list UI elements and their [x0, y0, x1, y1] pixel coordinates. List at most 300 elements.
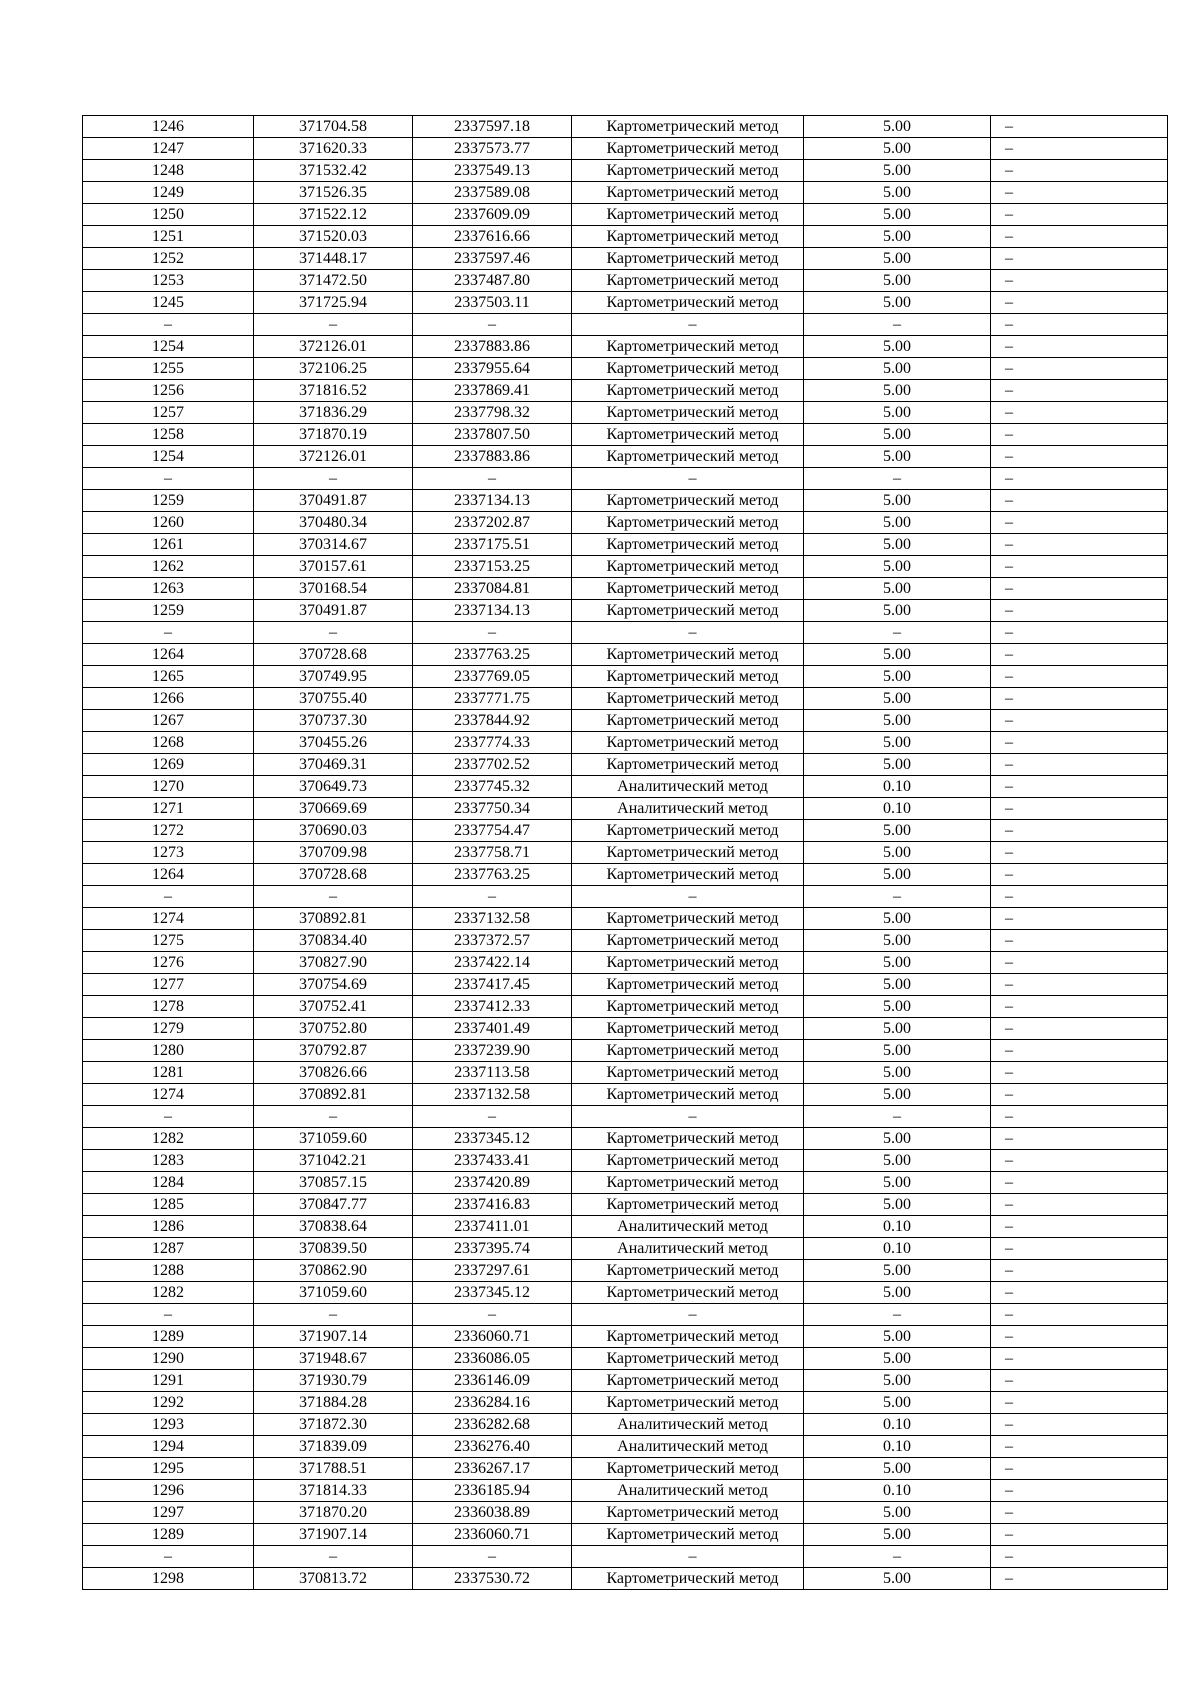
y-coordinate-cell: 2337597.18: [413, 116, 572, 138]
point-number-cell: 1286: [83, 1216, 254, 1238]
point-number-cell: –: [83, 468, 254, 490]
x-coordinate-cell: 370157.61: [254, 556, 413, 578]
point-number-cell: 1271: [83, 798, 254, 820]
table-row: [83, 688, 1168, 710]
x-coordinate-cell: 370754.69: [254, 974, 413, 996]
method-cell: Картометрический метод: [572, 1524, 804, 1546]
y-coordinate-cell: 2337202.87: [413, 512, 572, 534]
table-row: [83, 930, 1168, 952]
y-coordinate-cell: 2337844.92: [413, 710, 572, 732]
accuracy-cell: –: [804, 468, 991, 490]
point-number-cell: 1263: [83, 578, 254, 600]
y-coordinate-cell: 2337798.32: [413, 402, 572, 424]
point-number-cell: 1254: [83, 336, 254, 358]
table-row: [83, 1018, 1168, 1040]
method-cell: Картометрический метод: [572, 1260, 804, 1282]
table-row: [83, 138, 1168, 160]
table-row: [83, 358, 1168, 380]
point-number-cell: 1278: [83, 996, 254, 1018]
method-cell: Картометрический метод: [572, 666, 804, 688]
x-coordinate-cell: –: [254, 1106, 413, 1128]
table-row: [83, 644, 1168, 666]
x-coordinate-cell: 371884.28: [254, 1392, 413, 1414]
note-cell: –: [991, 1370, 1168, 1392]
note-cell: –: [991, 1238, 1168, 1260]
note-cell: –: [991, 776, 1168, 798]
table-row: [83, 600, 1168, 622]
y-coordinate-cell: 2337702.52: [413, 754, 572, 776]
note-cell: –: [991, 754, 1168, 776]
table-row: [83, 1216, 1168, 1238]
method-cell: Картометрический метод: [572, 1568, 804, 1590]
x-coordinate-cell: 371620.33: [254, 138, 413, 160]
table-row: [83, 666, 1168, 688]
method-cell: Картометрический метод: [572, 1502, 804, 1524]
x-coordinate-cell: 370728.68: [254, 864, 413, 886]
accuracy-cell: 5.00: [804, 666, 991, 688]
accuracy-cell: 5.00: [804, 1194, 991, 1216]
note-cell: –: [991, 138, 1168, 160]
accuracy-cell: 5.00: [804, 688, 991, 710]
method-cell: Картометрический метод: [572, 1084, 804, 1106]
point-number-cell: 1283: [83, 1150, 254, 1172]
point-number-cell: 1255: [83, 358, 254, 380]
note-cell: –: [991, 820, 1168, 842]
note-cell: –: [991, 226, 1168, 248]
point-number-cell: 1292: [83, 1392, 254, 1414]
accuracy-cell: 5.00: [804, 1392, 991, 1414]
method-cell: Картометрический метод: [572, 490, 804, 512]
accuracy-cell: 5.00: [804, 930, 991, 952]
point-number-cell: 1289: [83, 1524, 254, 1546]
y-coordinate-cell: 2336060.71: [413, 1524, 572, 1546]
point-number-cell: 1261: [83, 534, 254, 556]
note-cell: –: [991, 798, 1168, 820]
x-coordinate-cell: 370669.69: [254, 798, 413, 820]
x-coordinate-cell: 370813.72: [254, 1568, 413, 1590]
method-cell: Картометрический метод: [572, 1282, 804, 1304]
y-coordinate-cell: –: [413, 1546, 572, 1568]
table-row: [83, 1304, 1168, 1326]
point-number-cell: 1251: [83, 226, 254, 248]
accuracy-cell: 0.10: [804, 1216, 991, 1238]
note-cell: –: [991, 1282, 1168, 1304]
note-cell: –: [991, 424, 1168, 446]
accuracy-cell: 5.00: [804, 578, 991, 600]
table-row: [83, 402, 1168, 424]
point-number-cell: 1291: [83, 1370, 254, 1392]
x-coordinate-cell: 371532.42: [254, 160, 413, 182]
accuracy-cell: 5.00: [804, 380, 991, 402]
method-cell: Картометрический метод: [572, 402, 804, 424]
y-coordinate-cell: 2337745.32: [413, 776, 572, 798]
note-cell: –: [991, 468, 1168, 490]
table-row: [83, 1062, 1168, 1084]
accuracy-cell: –: [804, 1304, 991, 1326]
method-cell: Картометрический метод: [572, 1194, 804, 1216]
table-row: [83, 226, 1168, 248]
note-cell: –: [991, 556, 1168, 578]
table-row: [83, 468, 1168, 490]
note-cell: –: [991, 1172, 1168, 1194]
y-coordinate-cell: 2337401.49: [413, 1018, 572, 1040]
method-cell: Картометрический метод: [572, 358, 804, 380]
note-cell: –: [991, 732, 1168, 754]
point-number-cell: 1275: [83, 930, 254, 952]
x-coordinate-cell: 371522.12: [254, 204, 413, 226]
coordinates-table: [82, 115, 1168, 1590]
x-coordinate-cell: 370862.90: [254, 1260, 413, 1282]
method-cell: Картометрический метод: [572, 754, 804, 776]
accuracy-cell: –: [804, 1546, 991, 1568]
x-coordinate-cell: –: [254, 314, 413, 336]
note-cell: –: [991, 512, 1168, 534]
method-cell: –: [572, 1106, 804, 1128]
method-cell: Картометрический метод: [572, 1392, 804, 1414]
table-row: [83, 1128, 1168, 1150]
method-cell: Картометрический метод: [572, 534, 804, 556]
x-coordinate-cell: 371059.60: [254, 1282, 413, 1304]
method-cell: Картометрический метод: [572, 864, 804, 886]
accuracy-cell: 5.00: [804, 1172, 991, 1194]
accuracy-cell: 0.10: [804, 1238, 991, 1260]
y-coordinate-cell: 2337433.41: [413, 1150, 572, 1172]
note-cell: –: [991, 336, 1168, 358]
method-cell: Аналитический метод: [572, 1480, 804, 1502]
note-cell: –: [991, 446, 1168, 468]
x-coordinate-cell: 370892.81: [254, 1084, 413, 1106]
x-coordinate-cell: 371816.52: [254, 380, 413, 402]
method-cell: –: [572, 622, 804, 644]
accuracy-cell: 5.00: [804, 842, 991, 864]
note-cell: –: [991, 1194, 1168, 1216]
table-row: [83, 710, 1168, 732]
y-coordinate-cell: 2337758.71: [413, 842, 572, 864]
point-number-cell: 1272: [83, 820, 254, 842]
point-number-cell: 1282: [83, 1282, 254, 1304]
point-number-cell: 1257: [83, 402, 254, 424]
table-row: [83, 116, 1168, 138]
y-coordinate-cell: –: [413, 314, 572, 336]
x-coordinate-cell: 371870.20: [254, 1502, 413, 1524]
table-row: [83, 424, 1168, 446]
point-number-cell: 1281: [83, 1062, 254, 1084]
x-coordinate-cell: 370838.64: [254, 1216, 413, 1238]
method-cell: Картометрический метод: [572, 1150, 804, 1172]
note-cell: –: [991, 1524, 1168, 1546]
note-cell: –: [991, 1502, 1168, 1524]
note-cell: –: [991, 160, 1168, 182]
table-row: [83, 182, 1168, 204]
accuracy-cell: –: [804, 622, 991, 644]
x-coordinate-cell: 371872.30: [254, 1414, 413, 1436]
point-number-cell: 1264: [83, 644, 254, 666]
accuracy-cell: 5.00: [804, 402, 991, 424]
method-cell: –: [572, 1304, 804, 1326]
y-coordinate-cell: –: [413, 886, 572, 908]
note-cell: –: [991, 974, 1168, 996]
table-row: [83, 380, 1168, 402]
point-number-cell: 1277: [83, 974, 254, 996]
table-row: [83, 732, 1168, 754]
accuracy-cell: 5.00: [804, 908, 991, 930]
accuracy-cell: 5.00: [804, 952, 991, 974]
x-coordinate-cell: 372106.25: [254, 358, 413, 380]
table-row: [83, 270, 1168, 292]
table-row: [83, 776, 1168, 798]
method-cell: Картометрический метод: [572, 688, 804, 710]
note-cell: –: [991, 1084, 1168, 1106]
accuracy-cell: 0.10: [804, 1480, 991, 1502]
table-row: [83, 204, 1168, 226]
note-cell: –: [991, 842, 1168, 864]
y-coordinate-cell: 2337763.25: [413, 864, 572, 886]
x-coordinate-cell: 370752.41: [254, 996, 413, 1018]
accuracy-cell: 5.00: [804, 512, 991, 534]
accuracy-cell: 5.00: [804, 1502, 991, 1524]
point-number-cell: 1288: [83, 1260, 254, 1282]
note-cell: –: [991, 358, 1168, 380]
table-row: [83, 864, 1168, 886]
y-coordinate-cell: 2337345.12: [413, 1128, 572, 1150]
x-coordinate-cell: 370749.95: [254, 666, 413, 688]
y-coordinate-cell: 2337297.61: [413, 1260, 572, 1282]
y-coordinate-cell: 2337769.05: [413, 666, 572, 688]
method-cell: Картометрический метод: [572, 842, 804, 864]
table-row: [83, 534, 1168, 556]
y-coordinate-cell: 2337345.12: [413, 1282, 572, 1304]
table-row: [83, 1370, 1168, 1392]
accuracy-cell: 5.00: [804, 182, 991, 204]
table-row: [83, 842, 1168, 864]
note-cell: –: [991, 116, 1168, 138]
accuracy-cell: 5.00: [804, 292, 991, 314]
accuracy-cell: –: [804, 886, 991, 908]
note-cell: –: [991, 402, 1168, 424]
method-cell: Картометрический метод: [572, 1172, 804, 1194]
y-coordinate-cell: 2337239.90: [413, 1040, 572, 1062]
y-coordinate-cell: 2337134.13: [413, 490, 572, 512]
method-cell: Картометрический метод: [572, 732, 804, 754]
accuracy-cell: 5.00: [804, 424, 991, 446]
y-coordinate-cell: 2336086.05: [413, 1348, 572, 1370]
note-cell: –: [991, 578, 1168, 600]
y-coordinate-cell: 2337132.58: [413, 908, 572, 930]
accuracy-cell: 5.00: [804, 138, 991, 160]
point-number-cell: 1293: [83, 1414, 254, 1436]
accuracy-cell: 5.00: [804, 270, 991, 292]
note-cell: –: [991, 1436, 1168, 1458]
point-number-cell: 1289: [83, 1326, 254, 1348]
y-coordinate-cell: 2337487.80: [413, 270, 572, 292]
x-coordinate-cell: 370168.54: [254, 578, 413, 600]
point-number-cell: –: [83, 1304, 254, 1326]
method-cell: Картометрический метод: [572, 292, 804, 314]
accuracy-cell: 5.00: [804, 710, 991, 732]
note-cell: –: [991, 688, 1168, 710]
y-coordinate-cell: 2337883.86: [413, 446, 572, 468]
accuracy-cell: 5.00: [804, 336, 991, 358]
accuracy-cell: 5.00: [804, 116, 991, 138]
point-number-cell: 1250: [83, 204, 254, 226]
method-cell: Аналитический метод: [572, 1216, 804, 1238]
y-coordinate-cell: 2337883.86: [413, 336, 572, 358]
point-number-cell: 1253: [83, 270, 254, 292]
y-coordinate-cell: 2337411.01: [413, 1216, 572, 1238]
accuracy-cell: 0.10: [804, 776, 991, 798]
note-cell: –: [991, 1128, 1168, 1150]
point-number-cell: 1274: [83, 1084, 254, 1106]
table-row: [83, 1414, 1168, 1436]
point-number-cell: –: [83, 1106, 254, 1128]
point-number-cell: 1258: [83, 424, 254, 446]
note-cell: –: [991, 1062, 1168, 1084]
y-coordinate-cell: 2337132.58: [413, 1084, 572, 1106]
x-coordinate-cell: 371836.29: [254, 402, 413, 424]
y-coordinate-cell: 2336276.40: [413, 1436, 572, 1458]
table-row: [83, 314, 1168, 336]
table-row: [83, 490, 1168, 512]
note-cell: –: [991, 1414, 1168, 1436]
point-number-cell: 1274: [83, 908, 254, 930]
accuracy-cell: 5.00: [804, 226, 991, 248]
accuracy-cell: 5.00: [804, 600, 991, 622]
point-number-cell: –: [83, 314, 254, 336]
accuracy-cell: 5.00: [804, 996, 991, 1018]
note-cell: –: [991, 864, 1168, 886]
point-number-cell: 1245: [83, 292, 254, 314]
point-number-cell: 1265: [83, 666, 254, 688]
x-coordinate-cell: 371520.03: [254, 226, 413, 248]
note-cell: –: [991, 1216, 1168, 1238]
note-cell: –: [991, 248, 1168, 270]
y-coordinate-cell: 2337616.66: [413, 226, 572, 248]
point-number-cell: 1279: [83, 1018, 254, 1040]
method-cell: –: [572, 886, 804, 908]
table-row: [83, 1238, 1168, 1260]
y-coordinate-cell: 2336038.89: [413, 1502, 572, 1524]
table-row: [83, 1502, 1168, 1524]
accuracy-cell: 5.00: [804, 446, 991, 468]
y-coordinate-cell: 2337763.25: [413, 644, 572, 666]
note-cell: –: [991, 292, 1168, 314]
accuracy-cell: 5.00: [804, 1282, 991, 1304]
point-number-cell: 1297: [83, 1502, 254, 1524]
x-coordinate-cell: 370455.26: [254, 732, 413, 754]
x-coordinate-cell: 370826.66: [254, 1062, 413, 1084]
note-cell: –: [991, 1458, 1168, 1480]
x-coordinate-cell: 370752.80: [254, 1018, 413, 1040]
method-cell: Картометрический метод: [572, 908, 804, 930]
point-number-cell: 1247: [83, 138, 254, 160]
method-cell: Картометрический метод: [572, 1062, 804, 1084]
method-cell: Картометрический метод: [572, 1458, 804, 1480]
x-coordinate-cell: 370491.87: [254, 600, 413, 622]
method-cell: Аналитический метод: [572, 776, 804, 798]
point-number-cell: 1254: [83, 446, 254, 468]
point-number-cell: 1266: [83, 688, 254, 710]
accuracy-cell: 5.00: [804, 864, 991, 886]
y-coordinate-cell: 2337589.08: [413, 182, 572, 204]
method-cell: Картометрический метод: [572, 578, 804, 600]
method-cell: Картометрический метод: [572, 710, 804, 732]
note-cell: –: [991, 1150, 1168, 1172]
method-cell: Картометрический метод: [572, 226, 804, 248]
y-coordinate-cell: 2337771.75: [413, 688, 572, 710]
table-row: [83, 292, 1168, 314]
y-coordinate-cell: –: [413, 1304, 572, 1326]
table-row: [83, 160, 1168, 182]
y-coordinate-cell: 2336185.94: [413, 1480, 572, 1502]
accuracy-cell: 5.00: [804, 1370, 991, 1392]
point-number-cell: 1276: [83, 952, 254, 974]
point-number-cell: 1296: [83, 1480, 254, 1502]
point-number-cell: 1249: [83, 182, 254, 204]
note-cell: –: [991, 1348, 1168, 1370]
method-cell: Картометрический метод: [572, 270, 804, 292]
table-row: [83, 1150, 1168, 1172]
x-coordinate-cell: 371870.19: [254, 424, 413, 446]
x-coordinate-cell: 370834.40: [254, 930, 413, 952]
point-number-cell: 1285: [83, 1194, 254, 1216]
table-body: [83, 116, 1168, 1590]
x-coordinate-cell: 371526.35: [254, 182, 413, 204]
x-coordinate-cell: 370314.67: [254, 534, 413, 556]
x-coordinate-cell: 370709.98: [254, 842, 413, 864]
method-cell: Картометрический метод: [572, 556, 804, 578]
y-coordinate-cell: 2337420.89: [413, 1172, 572, 1194]
y-coordinate-cell: 2337412.33: [413, 996, 572, 1018]
point-number-cell: –: [83, 886, 254, 908]
note-cell: –: [991, 1326, 1168, 1348]
accuracy-cell: 5.00: [804, 534, 991, 556]
table-row: [83, 886, 1168, 908]
accuracy-cell: 5.00: [804, 1348, 991, 1370]
note-cell: –: [991, 622, 1168, 644]
y-coordinate-cell: 2337153.25: [413, 556, 572, 578]
point-number-cell: 1280: [83, 1040, 254, 1062]
table-row: [83, 1348, 1168, 1370]
method-cell: Картометрический метод: [572, 1348, 804, 1370]
method-cell: Картометрический метод: [572, 336, 804, 358]
accuracy-cell: 5.00: [804, 1062, 991, 1084]
x-coordinate-cell: –: [254, 468, 413, 490]
table-row: [83, 974, 1168, 996]
note-cell: –: [991, 1304, 1168, 1326]
x-coordinate-cell: 371704.58: [254, 116, 413, 138]
y-coordinate-cell: 2337372.57: [413, 930, 572, 952]
x-coordinate-cell: 370857.15: [254, 1172, 413, 1194]
x-coordinate-cell: –: [254, 1546, 413, 1568]
x-coordinate-cell: 371788.51: [254, 1458, 413, 1480]
accuracy-cell: 5.00: [804, 248, 991, 270]
x-coordinate-cell: 371725.94: [254, 292, 413, 314]
point-number-cell: 1295: [83, 1458, 254, 1480]
x-coordinate-cell: 371448.17: [254, 248, 413, 270]
point-number-cell: 1267: [83, 710, 254, 732]
accuracy-cell: 5.00: [804, 556, 991, 578]
accuracy-cell: 0.10: [804, 1414, 991, 1436]
x-coordinate-cell: 370480.34: [254, 512, 413, 534]
table-row: [83, 578, 1168, 600]
x-coordinate-cell: 371814.33: [254, 1480, 413, 1502]
accuracy-cell: 5.00: [804, 490, 991, 512]
method-cell: Аналитический метод: [572, 798, 804, 820]
note-cell: –: [991, 1260, 1168, 1282]
accuracy-cell: 5.00: [804, 1040, 991, 1062]
note-cell: –: [991, 1040, 1168, 1062]
y-coordinate-cell: 2337134.13: [413, 600, 572, 622]
